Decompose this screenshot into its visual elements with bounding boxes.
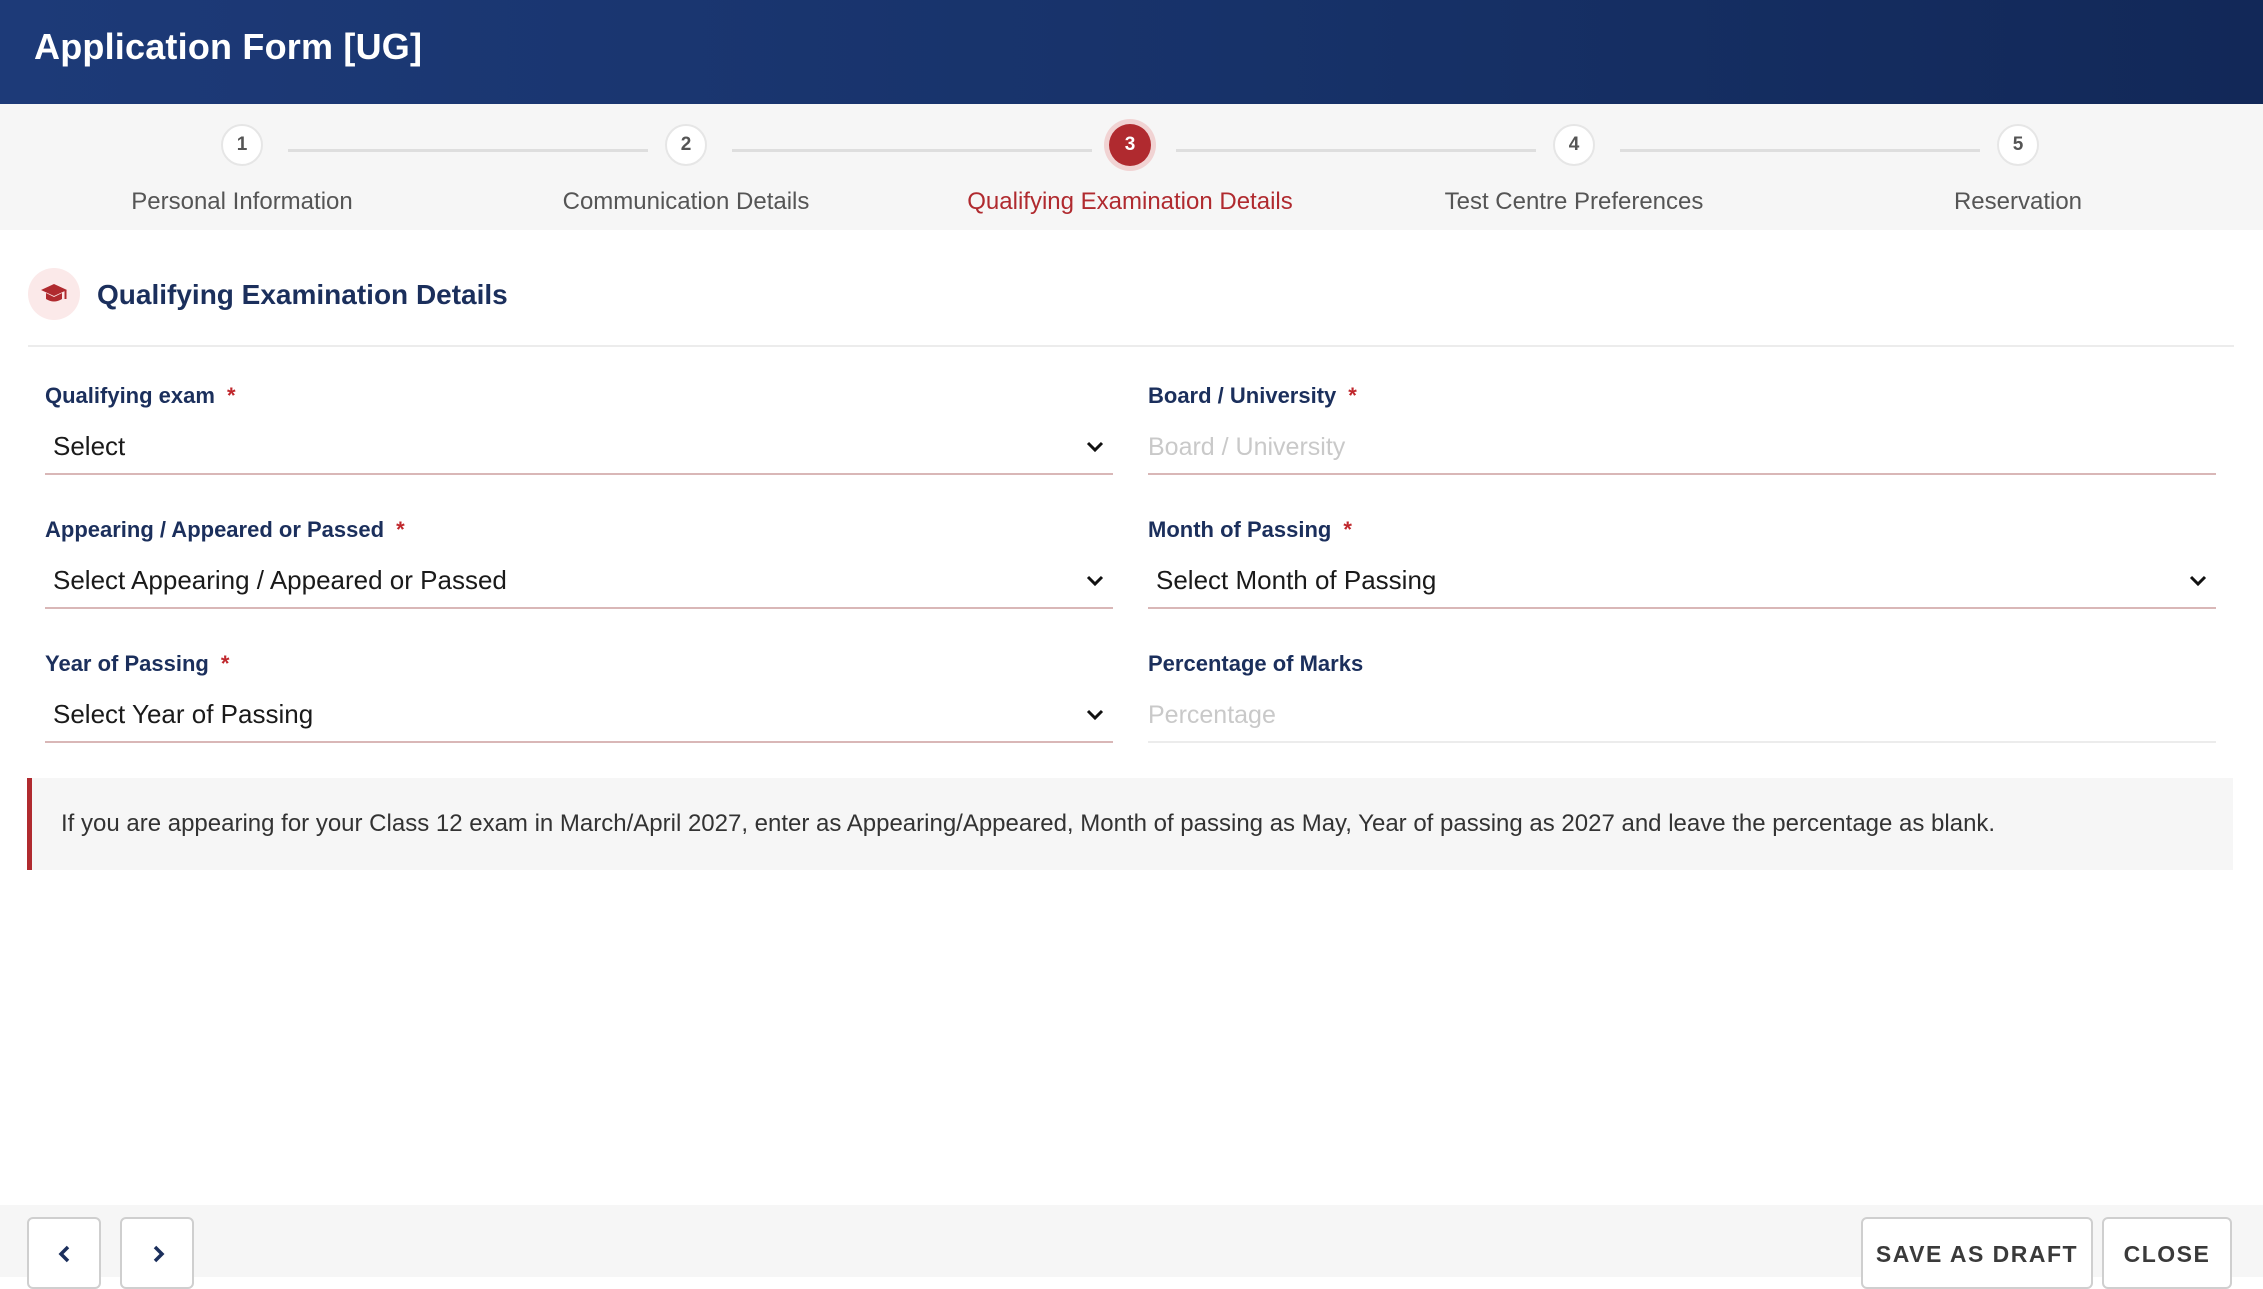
input-placeholder: Board / University	[1148, 433, 1346, 461]
field-label: Month of Passing	[1148, 517, 1332, 542]
select-value: Select Month of Passing	[1156, 565, 1437, 595]
board-university-field	[1148, 383, 2216, 461]
step-label: Reservation	[1953, 188, 2083, 215]
input-placeholder: Percentage	[1148, 701, 1276, 729]
month-of-passing-select[interactable]	[1148, 561, 2216, 609]
close-button[interactable]: CLOSE	[2102, 1217, 2232, 1289]
section-divider	[28, 345, 2234, 347]
field-label: Board / University	[1148, 383, 1337, 408]
graduation-cap-icon	[28, 268, 80, 320]
save-as-draft-button[interactable]: SAVE AS DRAFT	[1861, 1217, 2093, 1289]
chevron-down-icon	[1085, 574, 1105, 588]
previous-button[interactable]	[27, 1217, 101, 1289]
step-label: Personal Information	[131, 188, 353, 215]
step-personal-information[interactable]	[12, 124, 472, 216]
chevron-down-icon	[1085, 440, 1105, 454]
step-communication-details[interactable]	[456, 124, 916, 216]
field-label: Year of Passing	[45, 651, 209, 676]
required-marker: *	[1348, 383, 1357, 408]
info-notice	[27, 778, 2233, 870]
page-title: Application Form [UG]	[34, 26, 423, 67]
chevron-right-icon	[149, 1244, 167, 1264]
required-marker: *	[226, 383, 236, 408]
required-marker: *	[220, 651, 230, 676]
info-text: If you are appearing for your Class 12 exam in March/April 2027, enter as Appearing/Appeared, Month of passing as May, Year of passing as 2027 and leave the percentage as blank.	[61, 810, 1996, 837]
section-title: Qualifying Examination Details	[97, 279, 508, 310]
chevron-down-icon	[2188, 574, 2208, 588]
step-label: Qualifying Examination Details	[967, 188, 1293, 215]
step-label: Communication Details	[562, 188, 810, 215]
step-number: 1	[221, 124, 263, 166]
step-reservation[interactable]	[1788, 124, 2248, 216]
step-number: 5	[1997, 124, 2039, 166]
year-of-passing-select[interactable]	[45, 695, 1113, 743]
app-header	[0, 0, 2263, 104]
field-label: Qualifying exam	[45, 383, 215, 408]
appearing-status-select[interactable]	[45, 561, 1113, 609]
field-label: Percentage of Marks	[1148, 651, 1364, 676]
step-number: 4	[1553, 124, 1595, 166]
board-university-input[interactable]	[1148, 427, 2216, 475]
required-marker: *	[396, 517, 405, 542]
step-number: 3	[1109, 124, 1151, 166]
percentage-of-marks-field	[1148, 651, 2216, 729]
required-marker: *	[1343, 517, 1352, 542]
chevron-down-icon	[1085, 708, 1105, 722]
step-number: 2	[665, 124, 707, 166]
next-button[interactable]	[120, 1217, 194, 1289]
qualifying-exam-select[interactable]	[45, 427, 1113, 475]
appearing-status-field	[45, 517, 1113, 595]
month-of-passing-field	[1148, 517, 2216, 595]
field-label: Appearing / Appeared or Passed	[45, 517, 385, 542]
qualifying-exam-field	[45, 383, 1113, 461]
step-qualifying-examination-details[interactable]	[900, 124, 1360, 216]
select-value: Select	[53, 431, 126, 461]
step-test-centre-preferences[interactable]	[1344, 124, 1804, 216]
year-of-passing-field	[45, 651, 1113, 729]
step-label: Test Centre Preferences	[1444, 188, 1704, 215]
progress-stepper	[0, 104, 2263, 230]
chevron-left-icon	[56, 1244, 74, 1264]
percentage-input[interactable]	[1148, 695, 2216, 743]
select-value: Select Year of Passing	[53, 699, 314, 729]
select-value: Select Appearing / Appeared or Passed	[53, 565, 507, 595]
